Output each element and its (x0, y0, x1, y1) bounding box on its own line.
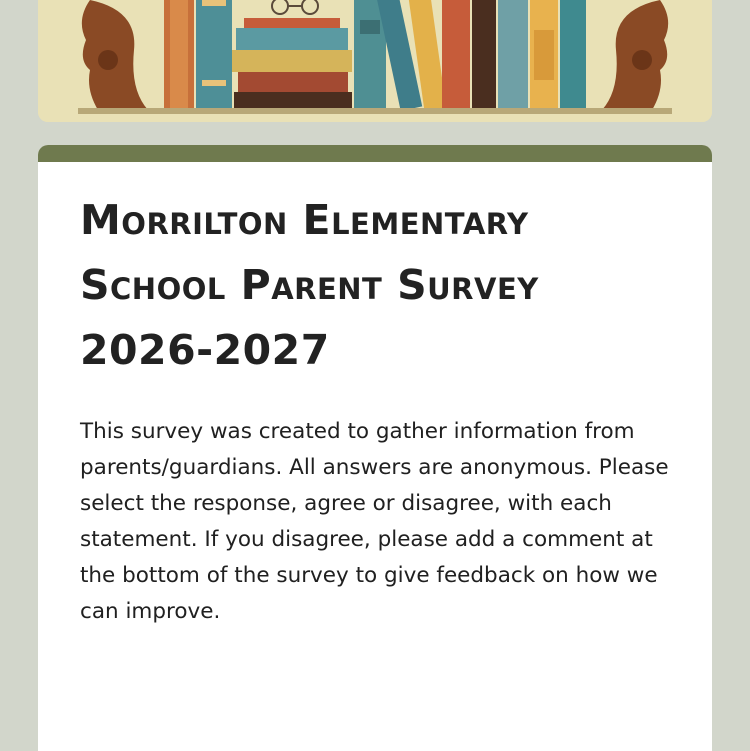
header-image (38, 0, 712, 122)
form-description: This survey was created to gather information from parents/guardians. All answers are anonymous. Please select the response, agree or disagree, with each statement. If you disagree, please add a comment at the bottom of the survey to give feedback on how we can improve. (80, 419, 669, 624)
card-accent-bar (38, 145, 712, 162)
form-title: Morrilton Elementary School Parent Survey 2026-2027 (80, 196, 539, 374)
form-header-card (38, 145, 712, 751)
bookshelf-illustration (38, 0, 712, 122)
